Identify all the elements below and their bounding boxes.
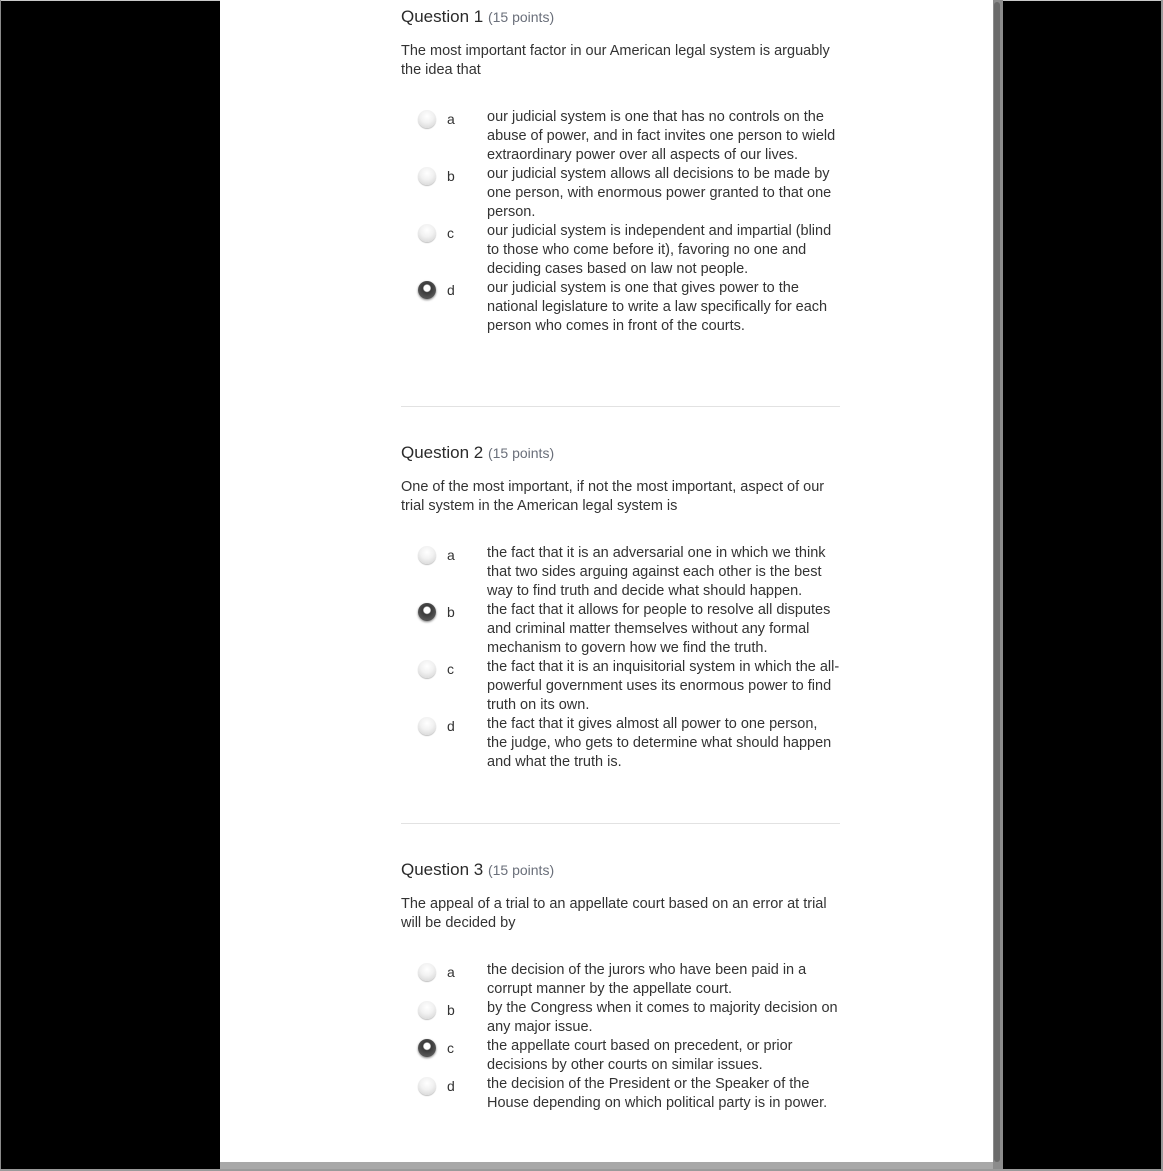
radio-button[interactable] bbox=[418, 224, 436, 242]
radio-button-selected[interactable] bbox=[418, 603, 436, 621]
option-a[interactable] bbox=[401, 544, 840, 601]
question-prompt: One of the most important, if not the most important, aspect of our trial system in the American legal system is bbox=[401, 479, 825, 514]
option-letter: b bbox=[447, 604, 455, 620]
option-text: the fact that it is an adversarial one in which we think that two sides arguing against each other is the best way to find truth and decide what should happen. bbox=[487, 545, 826, 599]
option-text: the fact that it allows for people to resolve all disputes and criminal matter themselves without any formal mechanism to govern how we find the truth. bbox=[487, 602, 831, 656]
radio-button[interactable] bbox=[418, 167, 436, 185]
option-text: our judicial system is one that has no controls on the abuse of power, and in fact invites one person to wield extraordinary power over all aspects of our lives. bbox=[487, 109, 836, 163]
option-letter: a bbox=[447, 964, 455, 980]
answer-options bbox=[401, 961, 840, 1113]
question-3 bbox=[401, 859, 840, 1113]
answer-options bbox=[401, 108, 840, 336]
option-letter: d bbox=[447, 1078, 455, 1094]
option-a[interactable] bbox=[401, 961, 840, 999]
option-text: the decision of the President or the Speaker of the House depending on which political party is in power. bbox=[487, 1076, 828, 1111]
option-text: the fact that it gives almost all power to one person, the judge, who gets to determine what should happen and what the truth is. bbox=[487, 716, 832, 770]
question-divider bbox=[401, 823, 840, 824]
radio-button[interactable] bbox=[418, 660, 436, 678]
question-header bbox=[401, 442, 840, 464]
radio-button[interactable] bbox=[418, 963, 436, 981]
quiz-page bbox=[220, 0, 993, 1171]
option-text: the decision of the jurors who have been paid in a corrupt manner by the appellate court. bbox=[487, 962, 807, 997]
option-c[interactable] bbox=[401, 658, 840, 715]
question-header bbox=[401, 6, 840, 28]
option-c[interactable] bbox=[401, 222, 840, 279]
question-2 bbox=[401, 442, 840, 772]
option-letter: a bbox=[447, 111, 455, 127]
radio-button[interactable] bbox=[418, 1001, 436, 1019]
window-border-left bbox=[0, 0, 1, 1171]
option-c[interactable] bbox=[401, 1037, 840, 1075]
radio-button[interactable] bbox=[418, 717, 436, 735]
question-points: (15 points) bbox=[487, 862, 555, 878]
radio-button-selected[interactable] bbox=[418, 281, 436, 299]
option-letter: a bbox=[447, 547, 455, 563]
radio-button-selected[interactable] bbox=[418, 1039, 436, 1057]
answer-options bbox=[401, 544, 840, 772]
question-prompt: The appeal of a trial to an appellate court based on an error at trial will be decided by bbox=[401, 896, 827, 931]
option-letter: c bbox=[447, 1040, 454, 1056]
option-d[interactable] bbox=[401, 715, 840, 772]
question-points: (15 points) bbox=[487, 445, 555, 461]
option-text: our judicial system is one that gives power to the national legislature to write a law specifically for each person who comes in front of the courts. bbox=[487, 280, 828, 334]
option-d[interactable] bbox=[401, 1075, 840, 1113]
option-b[interactable] bbox=[401, 999, 840, 1037]
option-b[interactable] bbox=[401, 601, 840, 658]
option-text: our judicial system allows all decisions to be made by one person, with enormous power granted to that one person. bbox=[487, 166, 832, 220]
question-header bbox=[401, 859, 840, 881]
scrollbar-thumb[interactable] bbox=[994, 2, 1000, 1162]
option-d[interactable] bbox=[401, 279, 840, 336]
option-letter: c bbox=[447, 661, 454, 677]
question-points: (15 points) bbox=[487, 9, 555, 25]
question-number: Question 2 bbox=[401, 443, 484, 462]
option-letter: c bbox=[447, 225, 454, 241]
radio-button[interactable] bbox=[418, 110, 436, 128]
radio-button[interactable] bbox=[418, 1077, 436, 1095]
question-divider bbox=[401, 406, 840, 407]
option-letter: d bbox=[447, 718, 455, 734]
radio-button[interactable] bbox=[418, 546, 436, 564]
option-letter: d bbox=[447, 282, 455, 298]
option-a[interactable] bbox=[401, 108, 840, 165]
option-letter: b bbox=[447, 1002, 455, 1018]
option-text: our judicial system is independent and impartial (blind to those who come before it), favoring no one and deciding cases based on law not people. bbox=[487, 223, 832, 277]
question-number: Question 3 bbox=[401, 860, 484, 879]
option-text: the fact that it is an inquisitorial system in which the all-powerful government uses its enormous power to find truth on its own. bbox=[487, 659, 840, 713]
option-text: the appellate court based on precedent, or prior decisions by other courts on similar issues. bbox=[487, 1038, 793, 1073]
question-1 bbox=[401, 6, 840, 336]
question-prompt: The most important factor in our American legal system is arguably the idea that bbox=[401, 43, 830, 78]
option-letter: b bbox=[447, 168, 455, 184]
option-b[interactable] bbox=[401, 165, 840, 222]
question-number: Question 1 bbox=[401, 7, 484, 26]
option-text: by the Congress when it comes to majority decision on any major issue. bbox=[487, 1000, 838, 1035]
